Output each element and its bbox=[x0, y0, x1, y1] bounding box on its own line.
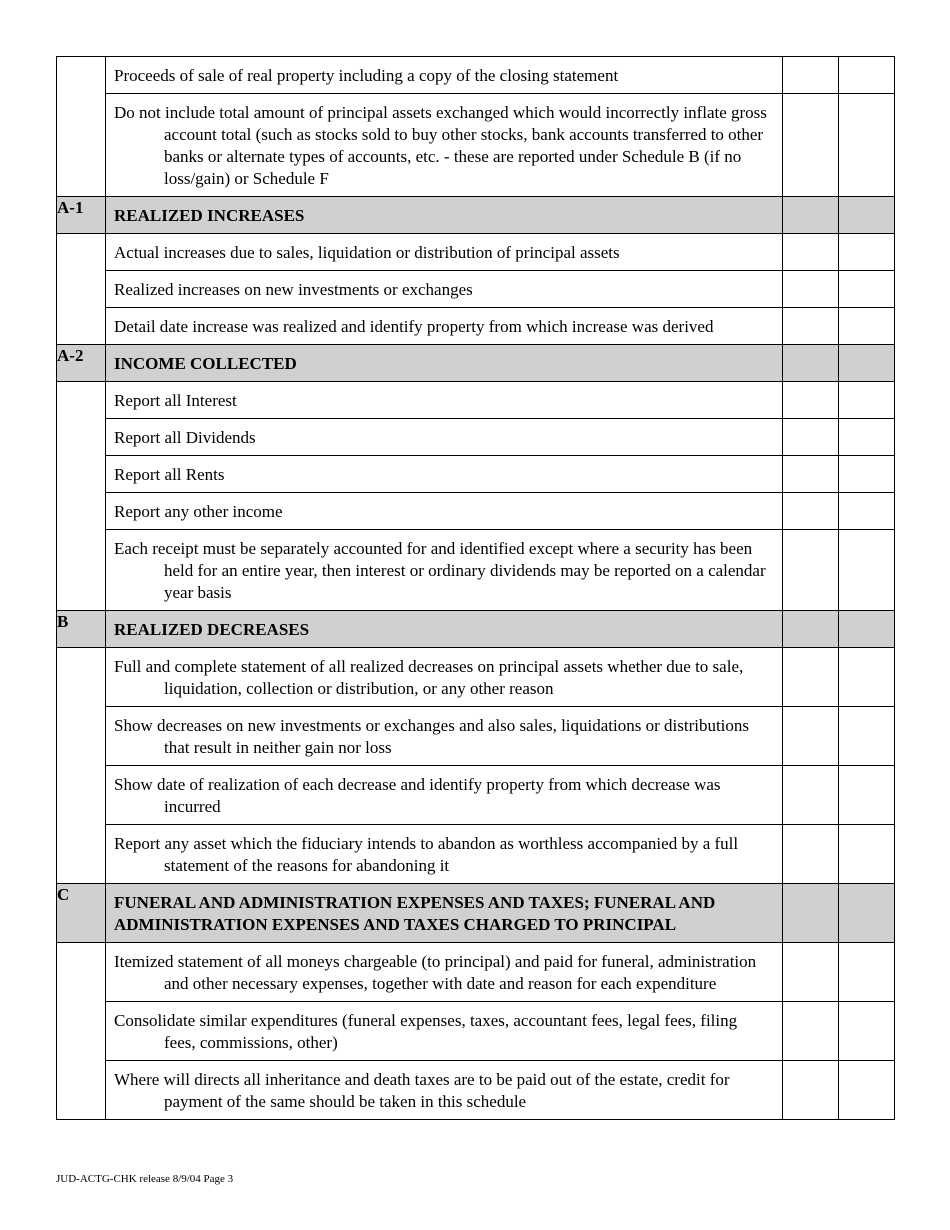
item-description-cell bbox=[106, 825, 783, 884]
section-header-row bbox=[57, 884, 895, 943]
item-code-cell bbox=[57, 766, 106, 825]
checklist-item-row bbox=[57, 234, 895, 271]
check-box-column-1[interactable] bbox=[783, 530, 839, 611]
item-description: Actual increases due to sales, liquidation or distribution of principal assets bbox=[114, 243, 620, 262]
checklist-item-row bbox=[57, 493, 895, 530]
item-description-cell bbox=[106, 94, 783, 197]
item-description-cell bbox=[106, 766, 783, 825]
check-box-column-1[interactable] bbox=[783, 94, 839, 197]
item-description: Proceeds of sale of real property including a copy of the closing statement bbox=[114, 66, 619, 85]
check-box-column-2[interactable] bbox=[839, 1061, 895, 1120]
check-box-column-2[interactable] bbox=[839, 884, 895, 943]
checklist-item-row bbox=[57, 648, 895, 707]
check-box-column-1[interactable] bbox=[783, 308, 839, 345]
section-header-row bbox=[57, 611, 895, 648]
item-code-cell bbox=[57, 1002, 106, 1061]
check-box-column-2[interactable] bbox=[839, 308, 895, 345]
check-box-column-1[interactable] bbox=[783, 648, 839, 707]
item-description: Consolidate similar expenditures (funeral expenses, taxes, accountant fees, legal fees, filing fees, commissions, other) bbox=[114, 1011, 738, 1052]
item-description: Full and complete statement of all realized decreases on principal assets whether due to sale, liquidation, collection or distribution, or any other reason bbox=[114, 657, 744, 698]
check-box-column-2[interactable] bbox=[839, 943, 895, 1002]
item-description: Show date of realization of each decrease and identify property from which decrease was incurred bbox=[114, 775, 721, 816]
item-code-cell bbox=[57, 382, 106, 419]
item-description: Each receipt must be separately accounted for and identified except where a security has been held for an entire year, then interest or ordinary dividends may be reported on a calendar year basis bbox=[114, 539, 766, 602]
check-box-column-1[interactable] bbox=[783, 493, 839, 530]
checklist-item-row bbox=[57, 1061, 895, 1120]
item-description-cell bbox=[106, 57, 783, 94]
section-title: INCOME COLLECTED bbox=[114, 354, 297, 373]
item-code-cell bbox=[57, 825, 106, 884]
checklist-item-row bbox=[57, 382, 895, 419]
item-description-cell bbox=[106, 493, 783, 530]
check-box-column-1[interactable] bbox=[783, 234, 839, 271]
item-description-cell bbox=[106, 530, 783, 611]
check-box-column-2[interactable] bbox=[839, 825, 895, 884]
section-title-cell bbox=[106, 197, 783, 234]
checklist-item-row bbox=[57, 1002, 895, 1061]
section-title: REALIZED DECREASES bbox=[114, 620, 310, 639]
item-code-cell bbox=[57, 456, 106, 493]
item-description: Report any other income bbox=[114, 502, 283, 521]
section-title: FUNERAL AND ADMINISTRATION EXPENSES AND TAXES; FUNERAL AND ADMINISTRATION EXPENSES AND TAXES CHARGED TO PRINCIPAL bbox=[114, 893, 716, 934]
checklist-item-row bbox=[57, 94, 895, 197]
item-description-cell bbox=[106, 648, 783, 707]
item-description: Realized increases on new investments or exchanges bbox=[114, 280, 473, 299]
check-box-column-1[interactable] bbox=[783, 382, 839, 419]
item-description: Report all Rents bbox=[114, 465, 225, 484]
check-box-column-1[interactable] bbox=[783, 766, 839, 825]
check-box-column-1[interactable] bbox=[783, 1002, 839, 1061]
check-box-column-2[interactable] bbox=[839, 57, 895, 94]
item-code-cell bbox=[57, 234, 106, 271]
item-description-cell bbox=[106, 308, 783, 345]
section-code bbox=[57, 345, 106, 382]
checklist-item-row bbox=[57, 825, 895, 884]
check-box-column-1[interactable] bbox=[783, 271, 839, 308]
check-box-column-2[interactable] bbox=[839, 197, 895, 234]
item-description-cell bbox=[106, 419, 783, 456]
checklist-item-row bbox=[57, 943, 895, 1002]
item-code-cell bbox=[57, 648, 106, 707]
check-box-column-2[interactable] bbox=[839, 94, 895, 197]
section-title-cell bbox=[106, 345, 783, 382]
checklist-item-row bbox=[57, 456, 895, 493]
item-description: Report all Interest bbox=[114, 391, 237, 410]
item-code-cell bbox=[57, 943, 106, 1002]
item-code-cell bbox=[57, 493, 106, 530]
check-box-column-1[interactable] bbox=[783, 707, 839, 766]
item-code-cell bbox=[57, 57, 106, 94]
section-code bbox=[57, 611, 106, 648]
item-code-cell bbox=[57, 530, 106, 611]
checklist-item-row bbox=[57, 419, 895, 456]
checklist-item-row bbox=[57, 308, 895, 345]
section-title-cell bbox=[106, 884, 783, 943]
check-box-column-1[interactable] bbox=[783, 456, 839, 493]
check-box-column-1[interactable] bbox=[783, 345, 839, 382]
check-box-column-2[interactable] bbox=[839, 530, 895, 611]
item-description-cell bbox=[106, 271, 783, 308]
check-box-column-2[interactable] bbox=[839, 419, 895, 456]
check-box-column-2[interactable] bbox=[839, 766, 895, 825]
item-description: Where will directs all inheritance and death taxes are to be paid out of the estate, credit for payment of the same should be taken in this schedule bbox=[114, 1070, 730, 1111]
checklist-item-row bbox=[57, 530, 895, 611]
item-description-cell bbox=[106, 707, 783, 766]
item-code-cell bbox=[57, 94, 106, 197]
checklist-item-row bbox=[57, 271, 895, 308]
check-box-column-2[interactable] bbox=[839, 456, 895, 493]
check-box-column-2[interactable] bbox=[839, 382, 895, 419]
check-box-column-1[interactable] bbox=[783, 1061, 839, 1120]
check-box-column-1[interactable] bbox=[783, 197, 839, 234]
item-code-cell bbox=[57, 271, 106, 308]
checklist-item-row bbox=[57, 766, 895, 825]
section-code bbox=[57, 884, 106, 943]
checklist-item-row bbox=[57, 707, 895, 766]
check-box-column-2[interactable] bbox=[839, 1002, 895, 1061]
item-code-cell bbox=[57, 1061, 106, 1120]
check-box-column-1[interactable] bbox=[783, 884, 839, 943]
section-code bbox=[57, 197, 106, 234]
item-description: Itemized statement of all moneys chargeable (to principal) and paid for funeral, administration and other necessary expenses, together with date and reason for each expenditure bbox=[114, 952, 757, 993]
page-footer: JUD-ACTG-CHK release 8/9/04 Page 3 bbox=[56, 1173, 234, 1185]
check-box-column-1[interactable] bbox=[783, 419, 839, 456]
checklist-table bbox=[56, 56, 895, 1120]
item-description: Detail date increase was realized and identify property from which increase was derived bbox=[114, 317, 714, 336]
item-code-cell bbox=[57, 308, 106, 345]
section-code-label: A-2 bbox=[57, 346, 84, 365]
item-description-cell bbox=[106, 1061, 783, 1120]
check-box-column-1[interactable] bbox=[783, 943, 839, 1002]
check-box-column-2[interactable] bbox=[839, 707, 895, 766]
item-description-cell bbox=[106, 1002, 783, 1061]
item-description-cell bbox=[106, 943, 783, 1002]
section-title: REALIZED INCREASES bbox=[114, 206, 305, 225]
item-description-cell bbox=[106, 234, 783, 271]
check-box-column-2[interactable] bbox=[839, 648, 895, 707]
check-box-column-1[interactable] bbox=[783, 57, 839, 94]
item-code-cell bbox=[57, 419, 106, 456]
section-code-label: B bbox=[57, 612, 69, 631]
item-description: Report any asset which the fiduciary intends to abandon as worthless accompanied by a full statement of the reasons for abandoning it bbox=[114, 834, 739, 875]
section-code-label: A-1 bbox=[57, 198, 84, 217]
section-code-label: C bbox=[57, 885, 70, 904]
item-description: Do not include total amount of principal assets exchanged which would incorrectly inflate gross account total (such as stocks sold to buy other stocks, bank accounts transferred to other banks or alternate types of accounts, etc. - these are reported under Schedule B (if no loss/gain) or Schedule F bbox=[114, 103, 767, 188]
check-box-column-2[interactable] bbox=[839, 493, 895, 530]
check-box-column-1[interactable] bbox=[783, 825, 839, 884]
check-box-column-1[interactable] bbox=[783, 611, 839, 648]
check-box-column-2[interactable] bbox=[839, 345, 895, 382]
item-code-cell bbox=[57, 707, 106, 766]
section-title-cell bbox=[106, 611, 783, 648]
check-box-column-2[interactable] bbox=[839, 234, 895, 271]
section-header-row bbox=[57, 345, 895, 382]
item-description: Report all Dividends bbox=[114, 428, 256, 447]
item-description-cell bbox=[106, 456, 783, 493]
checklist-item-row bbox=[57, 57, 895, 94]
check-box-column-2[interactable] bbox=[839, 271, 895, 308]
section-header-row bbox=[57, 197, 895, 234]
item-description-cell bbox=[106, 382, 783, 419]
check-box-column-2[interactable] bbox=[839, 611, 895, 648]
checklist-body bbox=[57, 57, 895, 1120]
item-description: Show decreases on new investments or exchanges and also sales, liquidations or distributions that result in neither gain nor loss bbox=[114, 716, 750, 757]
